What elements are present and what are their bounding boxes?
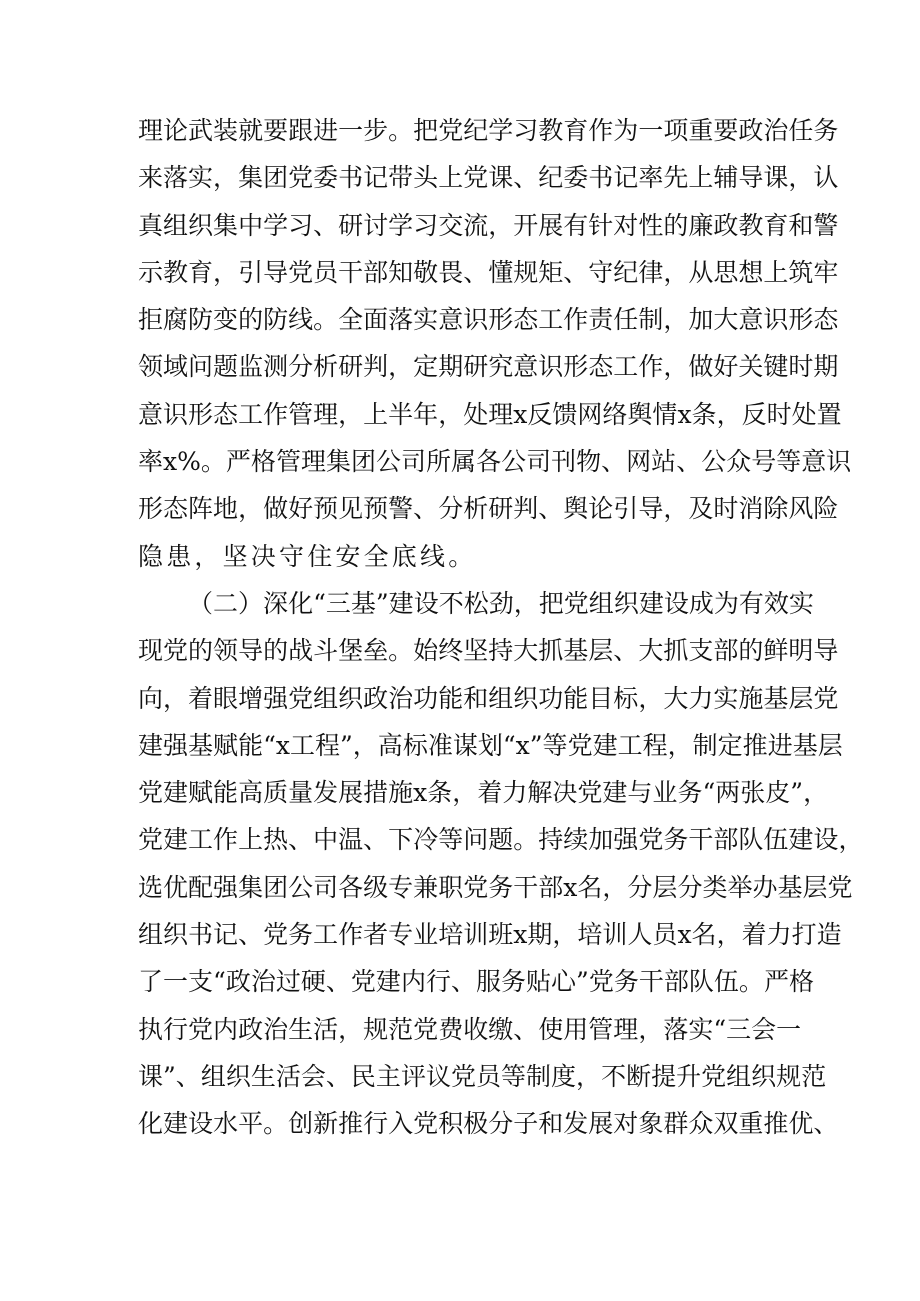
text-line: 党 建 工 作 上 热 、 中 温 、 下 冷 等 问 题 。 持 续 加 强 党 务 干 部 队 伍 建 设 ，	[138, 825, 864, 855]
text-line: 建 强 基 赋 能 “ x 工 程 ” ， 高 标 准 谋 划 “ x ” 等 党 建 工 程 ， 制 定 推 进 基 层	[138, 730, 843, 760]
text-line: 意 识 形 态 工 作 管 理 ， 上 半 年 ， 处 理 x 反 馈 网 络 舆 情 x 条 ， 反 时 处 置	[138, 399, 842, 429]
text-line: 拒 腐 防 变 的 防 线 。 全 面 落 实 意 识 形 态 工 作 责 任 制 ， 加 大 意 识 形 态	[138, 305, 839, 335]
text-line: 形 态 阵 地 ， 做 好 预 见 预 警 、 分 析 研 判 、 舆 论 引 导 ， 及 时 消 除 风 险	[138, 494, 839, 524]
text-line: 组 织 书 记 、 党 务 工 作 者 专 业 培 训 班 x 期 ， 培 训 人 员 x 名 ， 着 力 打 造	[138, 920, 842, 950]
text-line: 党 建 赋 能 高 质 量 发 展 措 施 x 条 ， 着 力 解 决 党 建 与 业 务 “ 两 张 皮 ” ，	[138, 778, 829, 808]
text-line: 示 教 育 ， 引 导 党 员 干 部 知 敬 畏 、 懂 规 矩 、 守 纪 律 ， 从 思 想 上 筑 牢	[138, 257, 839, 287]
text-line: 执 行 党 内 政 治 生 活 ， 规 范 党 费 收 缴 、 使 用 管 理 ， 落 实 “ 三 会 一	[138, 1014, 802, 1044]
text-line: 现 党 的 领 导 的 战 斗 堡 垒 。 始 终 坚 持 大 抓 基 层 、 大 抓 支 部 的 鲜 明 导	[138, 636, 839, 666]
text-line: 了 一 支 “ 政 治 过 硬 、 党 建 内 行 、 服 务 贴 心 ” 党 务 干 部 队 伍 。 严 格	[138, 967, 814, 997]
text-line: 领 域 问 题 监 测 分 析 研 判 ， 定 期 研 究 意 识 形 态 工 作 ， 做 好 关 键 时 期	[138, 352, 839, 382]
text-line: 课 ” 、 组 织 生 活 会 、 民 主 评 议 党 员 等 制 度 ， 不 断 提 升 党 组 织 规 范	[138, 1061, 827, 1091]
text-line: 来 落 实 ， 集 团 党 委 书 记 带 头 上 党 课 、 纪 委 书 记 率 先 上 辅 导 课 ， 认	[138, 163, 839, 193]
text-line: 向 ， 着 眼 增 强 党 组 织 政 治 功 能 和 组 织 功 能 目 标 ， 大 力 实 施 基 层 党	[138, 683, 839, 713]
document-body	[138, 107, 864, 1148]
text-line: 选 优 配 强 集 团 公 司 各 级 专 兼 职 党 务 干 部 x 名 ， 分 层 分 类 举 办 基 层 党	[138, 872, 853, 902]
paragraph-last-line: 隐患，坚决守住安全底线。	[138, 541, 477, 571]
text-line: 理 论 武 装 就 要 跟 进 一 步 。 把 党 纪 学 习 教 育 作 为 一 项 重 要 政 治 任 务	[138, 116, 839, 145]
text-line: 真 组 织 集 中 学 习 、 研 讨 学 习 交 流 ， 开 展 有 针 对 性 的 廉 政 教 育 和 警	[138, 210, 839, 240]
text-line: 化 建 设 水 平 。 创 新 推 行 入 党 积 极 分 子 和 发 展 对 象 群 众 双 重 推 优 、	[138, 1109, 839, 1139]
section-heading-line: （ 二 ） 深 化 “ 三 基 ” 建 设 不 松 劲 ， 把 党 组 织 建 设 成 为 有 效 实	[188, 588, 814, 618]
text-line: 率 x % 。 严 格 管 理 集 团 公 司 所 属 各 公 司 刊 物 、 网 站 、 公 众 号 等 意 识	[138, 447, 852, 477]
